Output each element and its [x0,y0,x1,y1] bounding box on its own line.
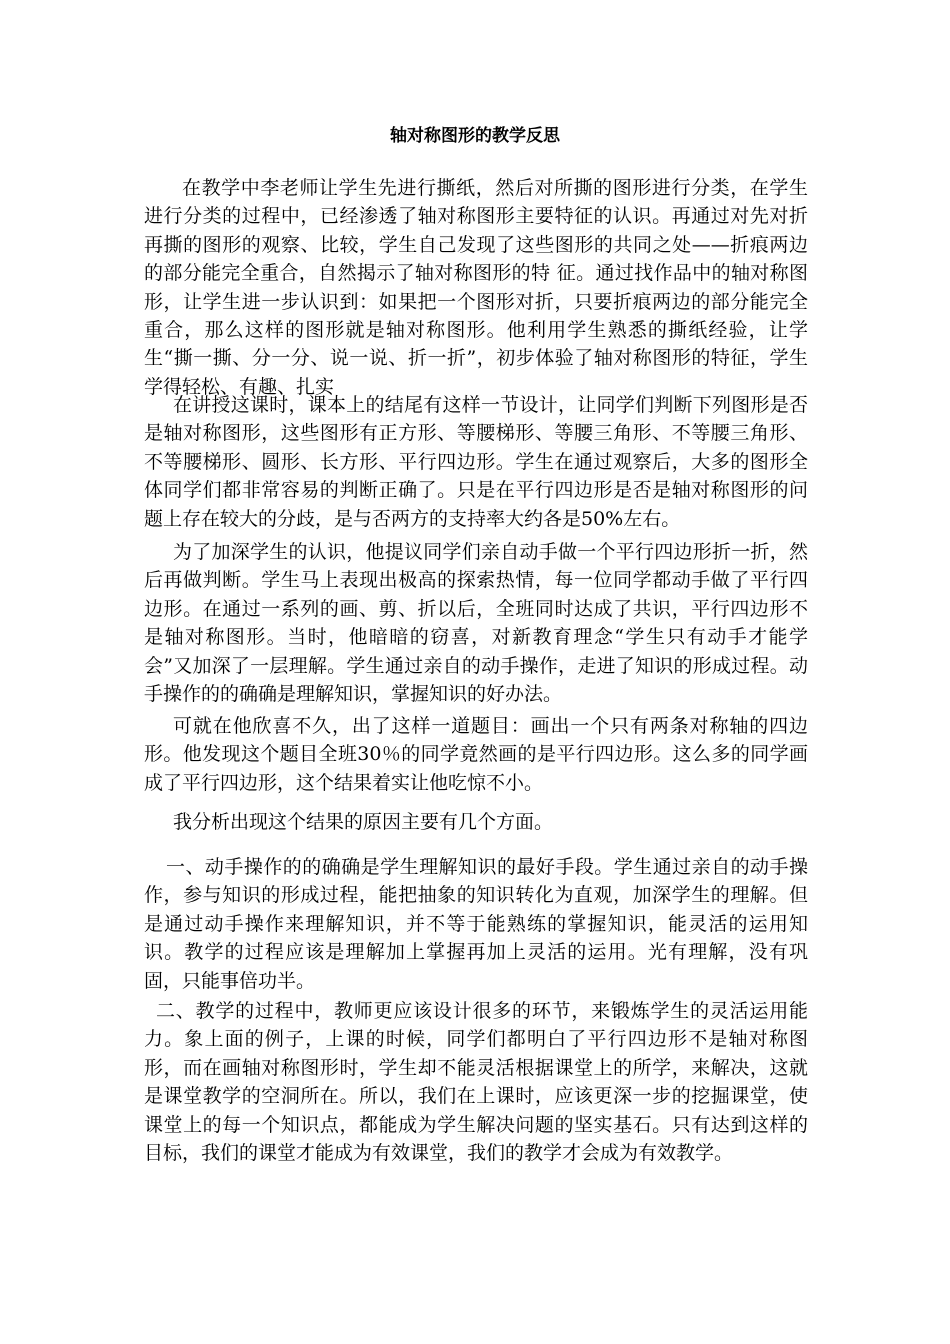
paragraph-1: 在教学中李老师让学生先进行撕纸，然后对所撕的图形进行分类，在学生进行分类的过程中，已经渗透了轴对称图形主要特征的认识。再通过对先对折再撕的图形的观察、比较，学生自己发现了这些图形的共同之处——折痕两边的部分能完全重合，自然揭示了轴对称图形的特 征。通过找作品中的轴对称图形，让学生进一步认识到：如果把一个图形对折，只要折痕两边的部分能完全重合，那么这样的图形就是轴对称图形。他利用学生熟悉的撕纸经验，让学生“撕一撕、分一分、说一说、折一折”，初步体验了轴对称图形的特征，学生学得轻松、有趣、扎实 [144,177,808,398]
paragraph-6: 一、动手操作的的确确是学生理解知识的最好手段。学生通过亲自的动手操作，参与知识的形成过程，能把抽象的知识转化为直观，加深学生的理解。但是通过动手操作来理解知识，并不等于能熟练的掌握知识，能灵活的运用知识。教学的过程应该是理解加上掌握再加上灵活的运用。光有理解，没有巩固，只能事倍功半。 [144,856,808,992]
paragraph-7: 二、教学的过程中，教师更应该设计很多的环节，来锻炼学生的灵活运用能力。象上面的例子，上课的时候，同学们都明白了平行四边形不是轴对称图形，而在画轴对称图形时，学生却不能灵活根据课堂上的所学，来解决，这就是课堂教学的空洞所在。所以，我们在上课时，应该更深一步的挖掘课堂，使课堂上的每一个知识点，都能成为学生解决问题的坚实基石。只有达到这样的目标，我们的课堂才能成为有效课堂，我们的教学才会成为有效教学。 [144,1000,808,1165]
paragraph-4: 可就在他欣喜不久，出了这样一道题目：画出一个只有两条对称轴的四边形。他发现这个题目全班30％的同学竟然画的是平行四边形。这么多的同学画成了平行四边形，这个结果着实让他吃惊不小。 [144,715,808,794]
paragraph-3: 为了加深学生的认识，他提议同学们亲自动手做一个平行四边形折一折，然后再做判断。学生马上表现出极高的探索热情，每一位同学都动手做了平行四边形。在通过一系列的画、剪、折以后，全班同时达成了共识，平行四边形不是轴对称图形。当时，他暗暗的窃喜，对新教育理念“学生只有动手才能学会”又加深了一层理解。学生通过亲自的动手操作，走进了知识的形成过程。动手操作的的确确是理解知识，掌握知识的好办法。 [144,541,808,706]
paragraph-5: 我分析出现这个结果的原因主要有几个方面。 [173,811,554,833]
paragraph-2: 在讲授这课时，课本上的结尾有这样一节设计，让同学们判断下列图形是否是轴对称图形，这些图形有正方形、等腰梯形、等腰三角形、不等腰三角形、不等腰梯形、圆形、长方形、平行四边形。学生在通过观察后，大多的图形全体同学们都非常容易的判断正确了。只是在平行四边形是否是轴对称图形的问题上存在较大的分歧，是与否两方的支持率大约各是50%左右。 [144,394,808,530]
document-title: 轴对称图形的教学反思 [390,126,560,146]
